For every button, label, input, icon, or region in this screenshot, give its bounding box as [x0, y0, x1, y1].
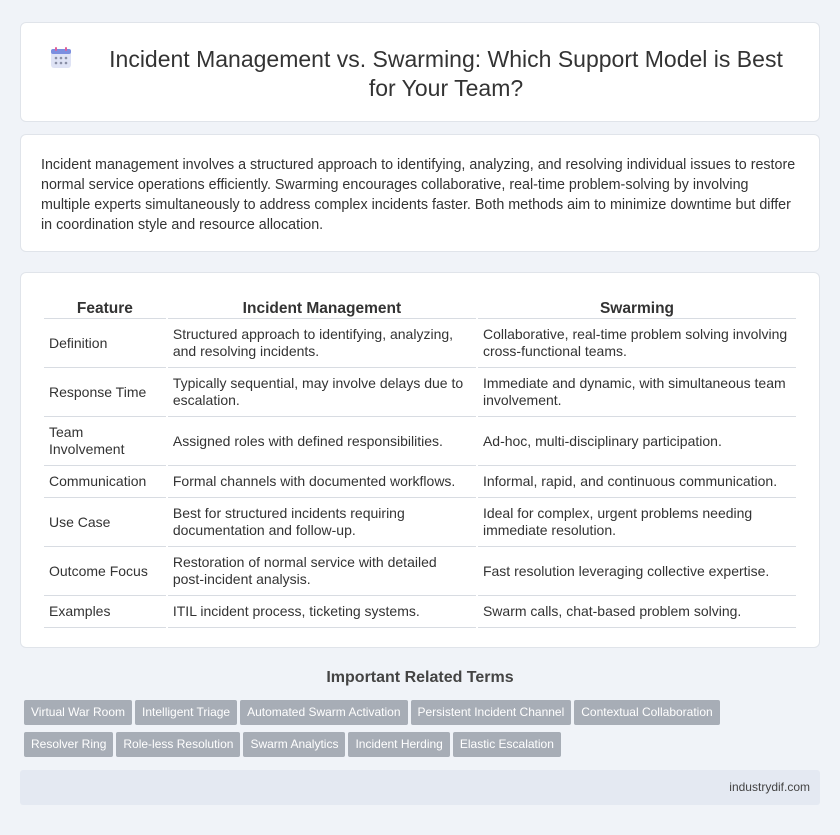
footer — [20, 770, 820, 805]
tag-link[interactable]: Elastic Escalation — [453, 732, 561, 757]
comparison-card — [20, 272, 820, 648]
intro-paragraph: Incident management involves a structured approach to identifying, analyzing, and resolving individual issues to restore normal service operations efficiently. Swarming encourages collaborative, real-time problem-solving by involving multiple experts simultaneously to address complex incidents faster. Both methods aim to minimize downtime but differ in coordination style and resource allocation. — [41, 157, 796, 233]
header-card — [20, 22, 820, 122]
page-title: Incident Management vs. Swarming: Which Support Model is Best for Your Team? — [109, 46, 783, 101]
swarming-cell: Ideal for complex, urgent problems needing immediate resolution. — [478, 498, 796, 547]
header-incident-management: Incident Management — [168, 297, 476, 319]
tag-link[interactable]: Persistent Incident Channel — [411, 700, 572, 725]
feature-cell: Communication — [44, 466, 166, 498]
feature-cell: Definition — [44, 319, 166, 368]
swarming-cell: Fast resolution leveraging collective expertise. — [478, 547, 796, 596]
table-row — [44, 368, 796, 417]
comparison-table — [42, 297, 798, 628]
incident-cell: Structured approach to identifying, analyzing, and resolving incidents. — [168, 319, 476, 368]
table-row — [44, 547, 796, 596]
tag-link[interactable]: Role-less Resolution — [116, 732, 240, 757]
incident-cell: Typically sequential, may involve delays due to escalation. — [168, 368, 476, 417]
feature-cell: Team Involvement — [44, 417, 166, 466]
incident-cell: Best for structured incidents requiring documentation and follow-up. — [168, 498, 476, 547]
swarming-cell: Informal, rapid, and continuous communication. — [478, 466, 796, 498]
related-terms-tags — [24, 700, 784, 764]
feature-cell: Use Case — [44, 498, 166, 547]
tag-link[interactable]: Resolver Ring — [24, 732, 113, 757]
header-swarming: Swarming — [478, 297, 796, 319]
feature-cell: Outcome Focus — [44, 547, 166, 596]
tag-link[interactable]: Swarm Analytics — [243, 732, 345, 757]
tag-link[interactable]: Intelligent Triage — [135, 700, 237, 725]
swarming-cell: Ad-hoc, multi-disciplinary participation. — [478, 417, 796, 466]
feature-cell: Response Time — [44, 368, 166, 417]
incident-cell: Restoration of normal service with detailed post-incident analysis. — [168, 547, 476, 596]
feature-cell: Examples — [44, 596, 166, 628]
table-row — [44, 596, 796, 628]
swarming-cell: Collaborative, real-time problem solving involving cross-functional teams. — [478, 319, 796, 368]
table-row — [44, 466, 796, 498]
swarming-cell: Swarm calls, chat-based problem solving. — [478, 596, 796, 628]
footer-site-link[interactable]: industrydif.com — [729, 780, 810, 794]
table-row — [44, 498, 796, 547]
table-row — [44, 417, 796, 466]
related-terms-title: Important Related Terms — [326, 669, 514, 686]
table-row — [44, 319, 796, 368]
table-header-row — [44, 297, 796, 319]
incident-cell: ITIL incident process, ticketing systems. — [168, 596, 476, 628]
tag-link[interactable]: Automated Swarm Activation — [240, 700, 407, 725]
intro-card — [20, 134, 820, 252]
incident-cell: Formal channels with documented workflows. — [168, 466, 476, 498]
header-feature: Feature — [44, 297, 166, 319]
tag-link[interactable]: Incident Herding — [348, 732, 449, 757]
swarming-cell: Immediate and dynamic, with simultaneous team involvement. — [478, 368, 796, 417]
tag-link[interactable]: Contextual Collaboration — [574, 700, 719, 725]
incident-cell: Assigned roles with defined responsibilities. — [168, 417, 476, 466]
tag-link[interactable]: Virtual War Room — [24, 700, 132, 725]
title-wrap — [41, 45, 799, 103]
